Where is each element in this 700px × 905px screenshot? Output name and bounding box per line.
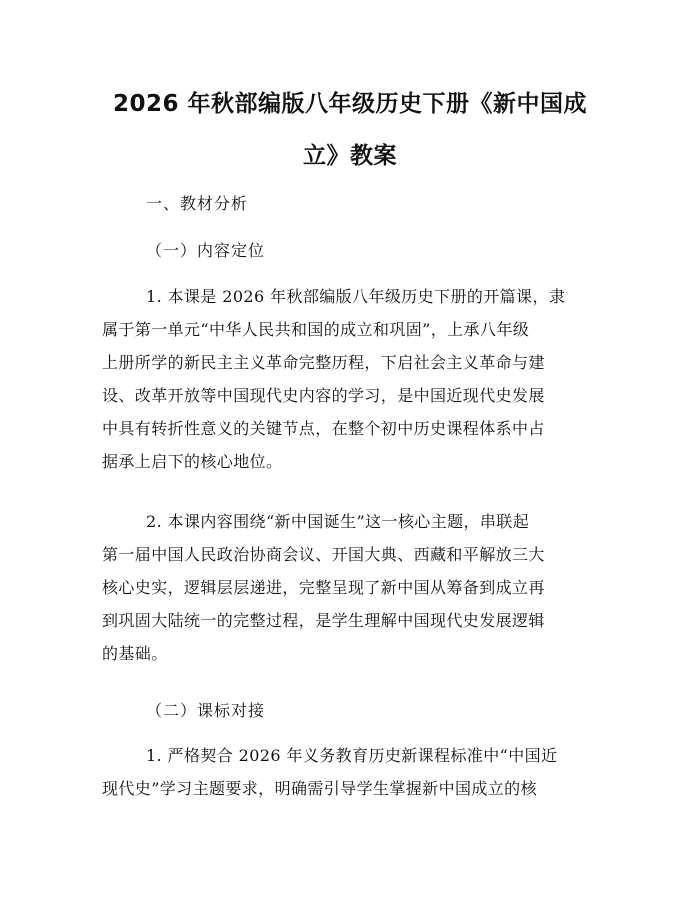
- paragraph-line: 现代史”学习主题要求，明确需引导学生掌握新中国成立的核: [102, 779, 537, 798]
- paragraph-line: 1. 严格契合 2026 年义务教育历史新课程标准中“中国近: [146, 746, 558, 765]
- title-line: 2026 年秋部编版八年级历史下册《新中国成: [112, 91, 588, 117]
- paragraph-line: 1. 本课是 2026 年秋部编版八年级历史下册的开篇课，隶: [146, 287, 566, 306]
- paragraph-line: 的基础。: [102, 644, 168, 663]
- paragraph-content-position-1: [102, 280, 604, 478]
- document-title: [90, 78, 610, 182]
- section-heading: 一、教材分析: [146, 194, 249, 213]
- paragraph-line: 2. 本课内容围绕“新中国诞生”这一核心主题，串联起: [146, 512, 530, 531]
- subsection-heading: （一）内容定位: [146, 241, 266, 260]
- paragraph-line: 上册所学的新民主主义革命完整历程，下启社会主义革命与建: [102, 353, 545, 372]
- paragraph-curriculum-1: [102, 739, 604, 805]
- paragraph-line: 属于第一单元“中华人民共和国的成立和巩固”，上承八年级: [102, 320, 530, 339]
- paragraph-line: 到巩固大陆统一的完整过程，是学生理解中国现代史发展逻辑: [102, 611, 545, 630]
- paragraph-line: 据承上启下的核心地位。: [102, 452, 283, 471]
- paragraph-content-position-2: [102, 505, 604, 670]
- subsection-heading: （二）课标对接: [146, 701, 266, 720]
- paragraph-line: 核心史实，逻辑层层递进，完整呈现了新中国从筹备到成立再: [102, 578, 545, 597]
- paragraph-line: 中具有转折性意义的关键节点，在整个初中历史课程体系中占: [102, 419, 545, 438]
- paragraph-line: 设、改革开放等中国现代史内容的学习，是中国近现代史发展: [102, 386, 545, 405]
- title-line: 立》教案: [303, 143, 397, 169]
- paragraph-line: 第一届中国人民政治协商会议、开国大典、西藏和平解放三大: [102, 545, 545, 564]
